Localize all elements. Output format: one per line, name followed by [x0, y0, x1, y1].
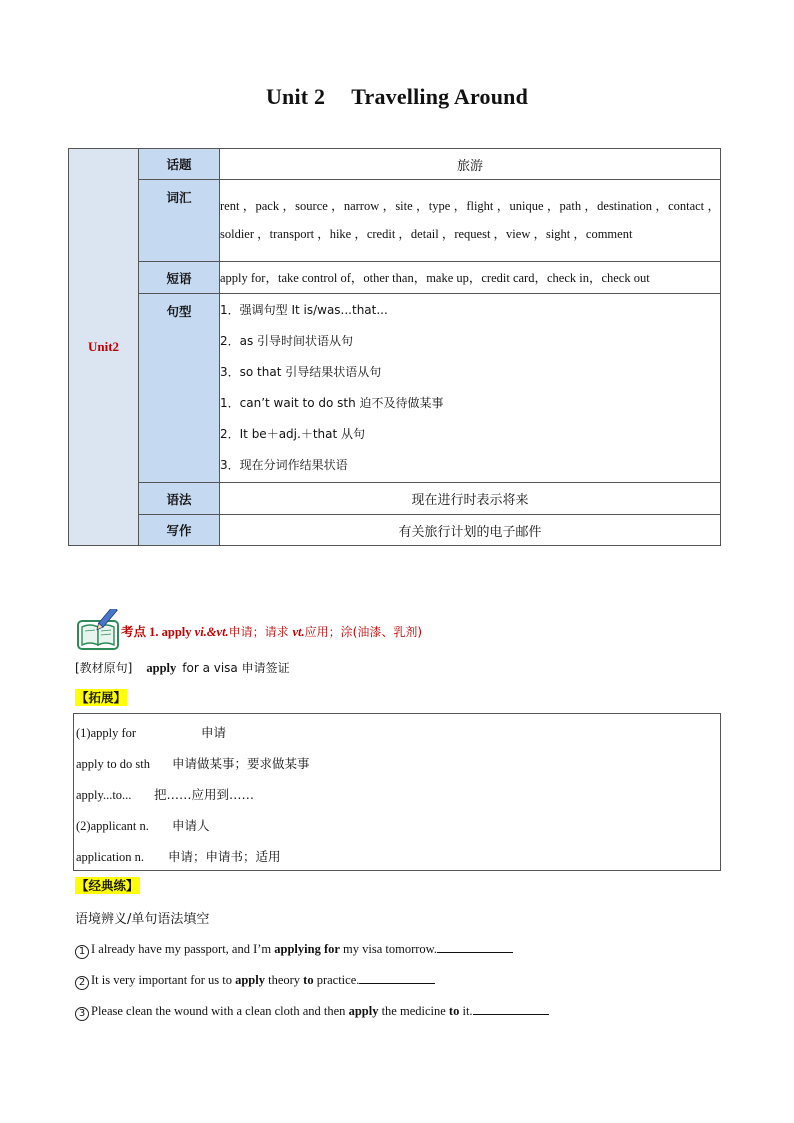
unit-label-cell: Unit2 — [69, 149, 139, 546]
extension-row: (2)applicant n. 申请人 — [76, 818, 210, 833]
grammar-label: 语法 — [139, 483, 220, 515]
answer-blank[interactable] — [359, 972, 435, 984]
extension-row: apply...to... 把……应用到…… — [76, 787, 255, 802]
exercise-tag: 【经典练】 — [76, 878, 139, 893]
exercise-item: 3 Please clean the wound with a clean cloth and then apply the medicine to it. — [75, 1003, 549, 1021]
patterns-label: 句型 — [139, 294, 220, 483]
writing-value: 有关旅行计划的电子邮件 — [220, 515, 721, 546]
book-pencil-icon — [76, 609, 122, 651]
exercise-heading: 语境辨义/单句语法填空 — [75, 912, 210, 927]
vocabulary-label: 词汇 — [139, 180, 220, 262]
topic-label: 话题 — [139, 149, 220, 180]
page-title — [0, 84, 794, 110]
topic-value: 旅游 — [220, 149, 721, 180]
pattern-item: 2．as 引导时间状语从句 — [220, 334, 354, 348]
point-word: apply — [161, 625, 192, 639]
pattern-item: 2．It be＋adj.＋that 从句 — [220, 427, 365, 441]
point-heading: 考点 1. apply vi.&vt.申请；请求 vt.应用；涂(油漆、乳剂) — [121, 625, 423, 639]
writing-label: 写作 — [139, 515, 220, 546]
textbook-original-sentence: [教材原句] apply for a visa 申请签证 — [75, 661, 290, 675]
pattern-item: 3．现在分词作结果状语 — [220, 458, 348, 472]
extension-row: (1)apply for 申请 — [76, 725, 227, 740]
answer-blank[interactable] — [473, 1003, 549, 1015]
pattern-item: 1．can’t wait to do sth 迫不及待做某事 — [220, 396, 444, 410]
exercise-item: 2 It is very important for us to apply theory to practice. — [75, 972, 435, 990]
extension-row: apply to do sth 申请做某事；要求做某事 — [76, 756, 310, 771]
vocabulary-value: rent ，pack ，source ，narrow ，site ，type ，flight ，unique ，path ，destination ，contact ，soldier ，transport ，hike ，credit ，detail ，request ，view ，sight ，comment — [220, 180, 721, 262]
answer-blank[interactable] — [437, 941, 513, 953]
exercise-item: 1 I already have my passport, and I’m applying for my visa tomorrow. — [75, 941, 513, 959]
pattern-item: 3．so that 引导结果状语从句 — [220, 365, 382, 379]
phrases-value: apply for，take control of，other than，make up，credit card，check in，check out — [220, 262, 721, 294]
pattern-item: 1．强调句型 It is/was...that... — [220, 303, 388, 317]
extension-tag: 【拓展】 — [76, 690, 127, 705]
grammar-value: 现在进行时表示将来 — [220, 483, 721, 515]
unit-name: Travelling Around — [351, 84, 529, 109]
phrases-label: 短语 — [139, 262, 220, 294]
unit-overview-table — [68, 148, 721, 546]
extension-box — [73, 713, 721, 871]
patterns-list — [220, 294, 721, 483]
extension-row: application n. 申请；申请书；适用 — [76, 849, 281, 864]
unit-number: Unit 2 — [265, 84, 326, 109]
